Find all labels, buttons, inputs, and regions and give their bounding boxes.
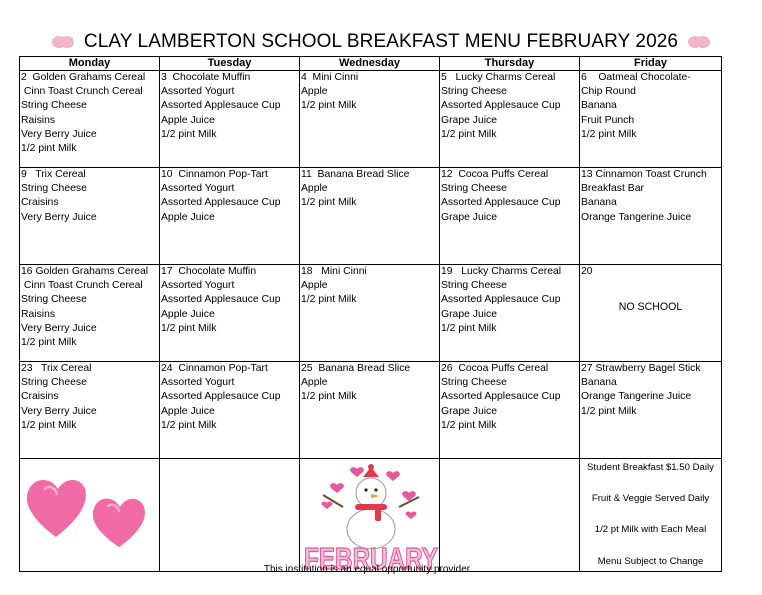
menu-cell-thursday xyxy=(440,362,580,459)
menu-cell-friday xyxy=(580,265,722,362)
menu-item-date-entree: 6 Oatmeal Chocolate- xyxy=(581,72,691,83)
menu-item: Assorted Applesauce Cup xyxy=(441,391,561,403)
menu-weeks xyxy=(20,71,722,459)
menu-item: Craisins xyxy=(21,197,59,209)
february-art-cell xyxy=(300,459,440,572)
menu-item: String Cheese xyxy=(21,183,87,195)
notes-cell xyxy=(580,459,722,572)
menu-item: 1/2 pint Milk xyxy=(161,128,217,140)
menu-item-date-entree: 24 Cinnamon Pop-Tart xyxy=(161,363,268,374)
menu-item-date-entree: 13 Cinnamon Toast Crunch xyxy=(581,169,707,180)
menu-item-date-entree: 19 Lucky Charms Cereal xyxy=(441,266,562,277)
menu-item-date-entree: 17 Chocolate Muffin xyxy=(161,266,257,277)
menu-item: Breakfast Bar xyxy=(581,183,644,195)
info-row xyxy=(20,459,722,572)
heart-icon xyxy=(52,35,74,49)
no-school-label: NO SCHOOL xyxy=(618,301,683,314)
menu-cell-thursday xyxy=(440,168,580,265)
day-header-friday: Friday xyxy=(580,57,722,71)
snowman-february-clipart xyxy=(301,459,440,571)
menu-item: Apple xyxy=(301,86,328,98)
menu-item: Craisins xyxy=(21,391,59,403)
menu-cell-friday xyxy=(580,362,722,459)
note-milk: 1/2 pt Milk with Each Meal xyxy=(594,524,707,536)
heart-icon xyxy=(330,483,344,493)
menu-cell-tuesday xyxy=(160,168,300,265)
menu-item-date-entree: 16 Golden Grahams Cereal xyxy=(21,266,149,277)
menu-item: 1/2 pint Milk xyxy=(581,128,637,140)
hearts-art-cell xyxy=(20,459,160,572)
menu-item: String Cheese xyxy=(441,280,507,292)
week-row xyxy=(20,362,722,459)
menu-item: 1/2 pint Milk xyxy=(301,197,357,209)
menu-item: Apple xyxy=(301,280,328,292)
menu-item: Assorted Applesauce Cup xyxy=(441,100,561,112)
day-header-tuesday: Tuesday xyxy=(160,57,300,71)
menu-item-date-entree: 10 Cinnamon Pop-Tart xyxy=(161,169,268,180)
menu-item-date-entree: 20 xyxy=(581,266,593,277)
day-header-monday: Monday xyxy=(20,57,160,71)
menu-item: 1/2 pint Milk xyxy=(301,100,357,112)
menu-cell-wednesday xyxy=(300,265,440,362)
day-header-thursday: Thursday xyxy=(440,57,580,71)
menu-cell-thursday xyxy=(440,71,580,168)
menu-item-date-entree: 23 Trix Cereal xyxy=(21,363,92,374)
menu-item: Orange Tangerine Juice xyxy=(581,211,692,223)
heart-icon xyxy=(386,471,400,481)
menu-item-date-entree: 25 Banana Bread Slice xyxy=(301,363,411,374)
menu-item: 1/2 pint Milk xyxy=(441,128,497,140)
menu-item: 1/2 pint Milk xyxy=(21,143,77,155)
menu-item: Grape Juice xyxy=(441,405,498,417)
menu-item: 1/2 pint Milk xyxy=(161,322,217,334)
menu-item: Chip Round xyxy=(581,86,636,98)
menu-item: Cinn Toast Crunch Cereal xyxy=(21,86,143,98)
menu-item-date-entree: 18 Mini Cinni xyxy=(301,266,367,277)
menu-item: String Cheese xyxy=(21,377,87,389)
menu-item: 1/2 pint Milk xyxy=(161,419,217,431)
menu-item: Very Berry Juice xyxy=(21,211,97,223)
week-row xyxy=(20,168,722,265)
menu-item: Assorted Applesauce Cup xyxy=(161,391,281,403)
menu-item: Assorted Yogurt xyxy=(161,86,235,98)
menu-cell-monday xyxy=(20,265,160,362)
menu-item-date-entree: 5 Lucky Charms Cereal xyxy=(441,72,556,83)
menu-item: Grape Juice xyxy=(441,308,498,320)
title-row xyxy=(0,28,762,56)
pink-hearts-illustration xyxy=(21,459,151,549)
menu-cell-wednesday xyxy=(300,362,440,459)
menu-item: Apple xyxy=(301,183,328,195)
empty-cell xyxy=(160,459,300,572)
menu-cell-monday xyxy=(20,168,160,265)
menu-item: Very Berry Juice xyxy=(21,128,97,140)
menu-item: Fruit Punch xyxy=(581,114,635,126)
menu-cell-tuesday xyxy=(160,71,300,168)
menu-item: 1/2 pint Milk xyxy=(581,405,637,417)
menu-item: 1/2 pint Milk xyxy=(441,419,497,431)
menu-item-date-entree: 27 Strawberry Bagel Stick xyxy=(581,363,701,374)
menu-item: String Cheese xyxy=(441,377,507,389)
heart-icon xyxy=(406,512,417,519)
menu-item: Assorted Yogurt xyxy=(161,183,235,195)
menu-cell-thursday xyxy=(440,265,580,362)
menu-item: Very Berry Juice xyxy=(21,405,97,417)
menu-item-date-entree: 2 Golden Grahams Cereal xyxy=(21,72,146,83)
footer-note: This institution is an equal opportunity provider xyxy=(263,564,471,575)
menu-cell-friday xyxy=(580,168,722,265)
menu-cell-monday xyxy=(20,71,160,168)
menu-item: Very Berry Juice xyxy=(21,322,97,334)
menu-item: Assorted Yogurt xyxy=(161,280,235,292)
menu-item: Banana xyxy=(581,377,617,389)
menu-item-date-entree: 9 Trix Cereal xyxy=(21,169,86,180)
menu-item: Assorted Applesauce Cup xyxy=(441,294,561,306)
menu-item: Cinn Toast Crunch Cereal xyxy=(21,280,143,292)
heart-icon xyxy=(688,35,710,49)
menu-item: Apple Juice xyxy=(161,308,215,320)
menu-item-date-entree: 11 Banana Bread Slice xyxy=(301,169,410,180)
menu-cell-friday xyxy=(580,71,722,168)
menu-item-date-entree: 12 Cocoa Puffs Cereal xyxy=(441,169,549,180)
menu-item: Assorted Applesauce Cup xyxy=(161,197,281,209)
menu-item: 1/2 pint Milk xyxy=(301,391,357,403)
menu-item: Assorted Applesauce Cup xyxy=(441,197,561,209)
menu-item: 1/2 pint Milk xyxy=(21,337,77,349)
menu-item: Apple xyxy=(301,377,328,389)
empty-cell xyxy=(440,459,580,572)
menu-item-date-entree: 26 Cocoa Puffs Cereal xyxy=(441,363,549,374)
day-header-wednesday: Wednesday xyxy=(300,57,440,71)
menu-item: Assorted Applesauce Cup xyxy=(161,294,281,306)
menu-cell-wednesday xyxy=(300,71,440,168)
menu-item: Grape Juice xyxy=(441,114,498,126)
heart-icon xyxy=(350,467,364,477)
week-row xyxy=(20,265,722,362)
menu-item: String Cheese xyxy=(21,294,87,306)
menu-calendar xyxy=(19,56,722,572)
menu-item: 1/2 pint Milk xyxy=(21,419,77,431)
menu-item: Banana xyxy=(581,100,617,112)
menu-item: Apple Juice xyxy=(161,405,215,417)
menu-item: String Cheese xyxy=(441,183,507,195)
note-fruit-veggie: Fruit & Veggie Served Daily xyxy=(591,493,710,505)
page-title: CLAY LAMBERTON SCHOOL BREAKFAST MENU FEBRUARY 2026 xyxy=(83,31,679,52)
menu-item: Grape Juice xyxy=(441,211,498,223)
menu-item: 1/2 pint Milk xyxy=(301,294,357,306)
menu-cell-monday xyxy=(20,362,160,459)
menu-item: Apple Juice xyxy=(161,211,215,223)
week-row xyxy=(20,71,722,168)
menu-item: Assorted Yogurt xyxy=(161,377,235,389)
menu-item: String Cheese xyxy=(21,100,87,112)
menu-item: Apple Juice xyxy=(161,114,215,126)
menu-item: Raisins xyxy=(21,114,56,126)
menu-item: Raisins xyxy=(21,308,56,320)
note-menu-change: Menu Subject to Change xyxy=(597,555,704,567)
menu-item-date-entree: 4 Mini Cinni xyxy=(301,72,359,83)
menu-item: 1/2 pint Milk xyxy=(441,322,497,334)
menu-item: Assorted Applesauce Cup xyxy=(161,100,281,112)
menu-cell-wednesday xyxy=(300,168,440,265)
menu-item-date-entree: 3 Chocolate Muffin xyxy=(161,72,251,83)
heart-icon xyxy=(322,502,333,509)
menu-item: String Cheese xyxy=(441,86,507,98)
note-breakfast-price: Student Breakfast $1.50 Daily xyxy=(587,462,714,473)
menu-item: Orange Tangerine Juice xyxy=(581,391,692,403)
menu-item: Banana xyxy=(581,197,617,209)
february-word: FEBRUARY xyxy=(304,541,439,571)
menu-cell-tuesday xyxy=(160,362,300,459)
day-header-row xyxy=(20,57,722,71)
menu-cell-tuesday xyxy=(160,265,300,362)
